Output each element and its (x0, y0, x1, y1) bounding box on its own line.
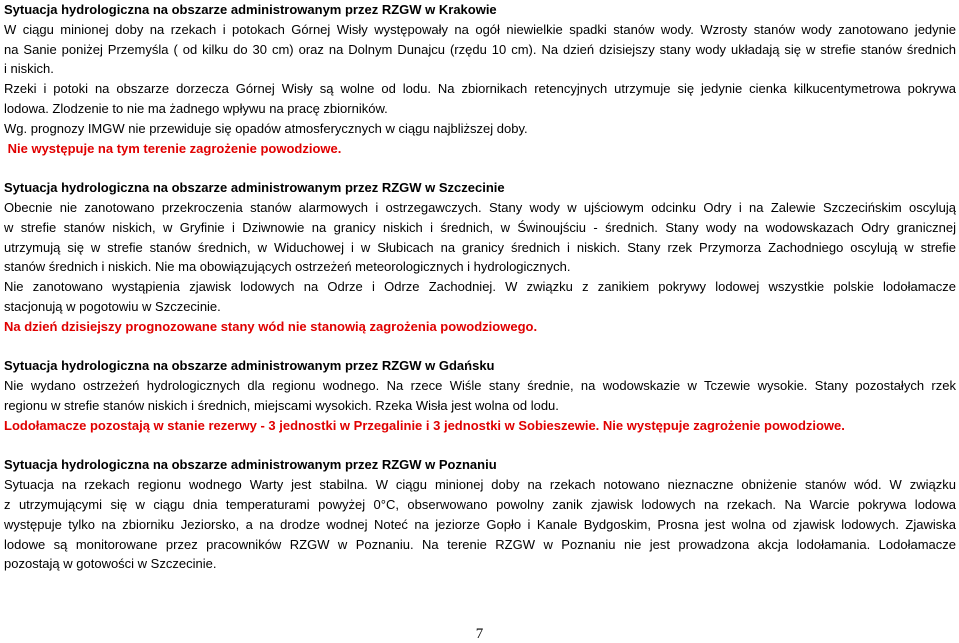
krakow-line: i niskich. (4, 61, 54, 77)
krakow-line: lodowa. Zlodzenie to nie ma żadnego wpływu na pracę zbiorników. (4, 100, 388, 116)
szczecin-line: utrzymują się w strefie stanów średnich, w Widuchowej i w Słubicach na granicy średnich i niskich. Stany rzek Przymorza Zachodniego oscylują w strefie (4, 239, 956, 255)
poznan-line: Sytuacja na rzekach regionu wodnego Warty jest stabilna. W ciągu minionej doby na rzekach notowano nieznaczne obniżenie stanów wód. W związku (4, 477, 956, 493)
poznan-line: lodowe są monitorowane przez pracowników RZGW w Poznaniu. Na terenie RZGW w Poznaniu nie jest prowadzona akcja lodołamania. Lodołamacze (4, 536, 956, 552)
krakow-warning: Nie występuje na tym terenie zagrożenie powodziowe. (4, 140, 342, 156)
page-number: 7 (475, 626, 484, 642)
szczecin-line: stacjonują w pogotowiu w Szczecinie. (4, 298, 221, 314)
szczecin-line: Obecnie nie zanotowano przekroczenia stanów alarmowych i ostrzegawczych. Stany wody w ujściowym odcinku Odry i na Zalewie Szczecińskim oscylują (4, 199, 956, 215)
krakow-line: Wg. prognozy IMGW nie przewiduje się opadów atmosferycznych w ciągu najbliższej doby. (4, 120, 528, 136)
gdansk-line: Nie wydano ostrzeżeń hydrologicznych dla regionu wodnego. Na rzece Wiśle stany średnie, na wodowskazie w Tczewie wysokie. Stany pozostałych rzek (4, 378, 956, 394)
szczecin-heading: Sytuacja hydrologiczna na obszarze administrowanym przez RZGW w Szczecinie (4, 180, 505, 196)
poznan-heading: Sytuacja hydrologiczna na obszarze administrowanym przez RZGW w Poznaniu (4, 457, 497, 473)
szczecin-line: w strefie stanów niskich, w Gryfinie i Dziwnowie na granicy niskich i średnich, w Świnoujściu - średnich. Stany wody na wodowskazach Odry granicznej (4, 219, 956, 235)
gdansk-warning: Lodołamacze pozostają w stanie rezerwy - 3 jednostki w Przegalinie i 3 jednostki w Sobieszewie. Nie występuje zagrożenie powodziowe. (4, 417, 845, 433)
document-page (4, 0, 956, 574)
krakow-line: na Sanie poniżej Przemyśla ( od kilku do 30 cm) oraz na Dolnym Dunajcu (rzędu 10 cm). Na dzień dzisiejszy stany wody układają się w strefie stanów średnich (4, 41, 956, 57)
szczecin-line: stanów średnich i niskich. Nie ma obowiązujących ostrzeżeń meteorologicznych i hydrologicznych. (4, 259, 571, 275)
krakow-line: W ciągu minionej doby na rzekach i potokach Górnej Wisły występowały na ogół niewielkie spadki stanów wody. Wzrosty stanów wody zanotowano jedynie (4, 21, 956, 37)
gdansk-line: regionu w strefie stanów niskich i średnich, miejscami wysokich. Rzeka Wisła jest wolna od lodu. (4, 397, 559, 413)
poznan-line: występuje tylko na zbiorniku Jeziorsko, a na drodze wodnej Noteć na jeziorze Gopło i Kanale Bydgoskim, Prosna jest wolna od zjawisk lodowych. Zjawiska (4, 516, 956, 532)
gdansk-heading: Sytuacja hydrologiczna na obszarze administrowanym przez RZGW w Gdańsku (4, 358, 495, 374)
poznan-line: z utrzymującymi się w ciągu dnia temperaturami powyżej 0°C, obserwowano powolny zanik zjawisk lodowych na rzekach. Na Warcie pokrywa lodowa (4, 496, 956, 512)
krakow-line: Rzeki i potoki na obszarze dorzecza Górnej Wisły są wolne od lodu. Na zbiornikach retencyjnych utrzymuje się jedynie cienka kilkucentymetrowa pokrywa (4, 81, 956, 97)
krakow-heading: Sytuacja hydrologiczna na obszarze administrowanym przez RZGW w Krakowie (4, 2, 497, 17)
szczecin-warning: Na dzień dzisiejszy prognozowane stany wód nie stanowią zagrożenia powodziowego. (4, 318, 538, 334)
szczecin-line: Nie zanotowano wystąpienia zjawisk lodowych na Odrze i Odrze Zachodniej. W związku z zanikiem pokrywy lodowej wszystkie polskie lodołamacze (4, 279, 956, 295)
poznan-line: pozostają w gotowości w Szczecinie. (4, 556, 217, 572)
